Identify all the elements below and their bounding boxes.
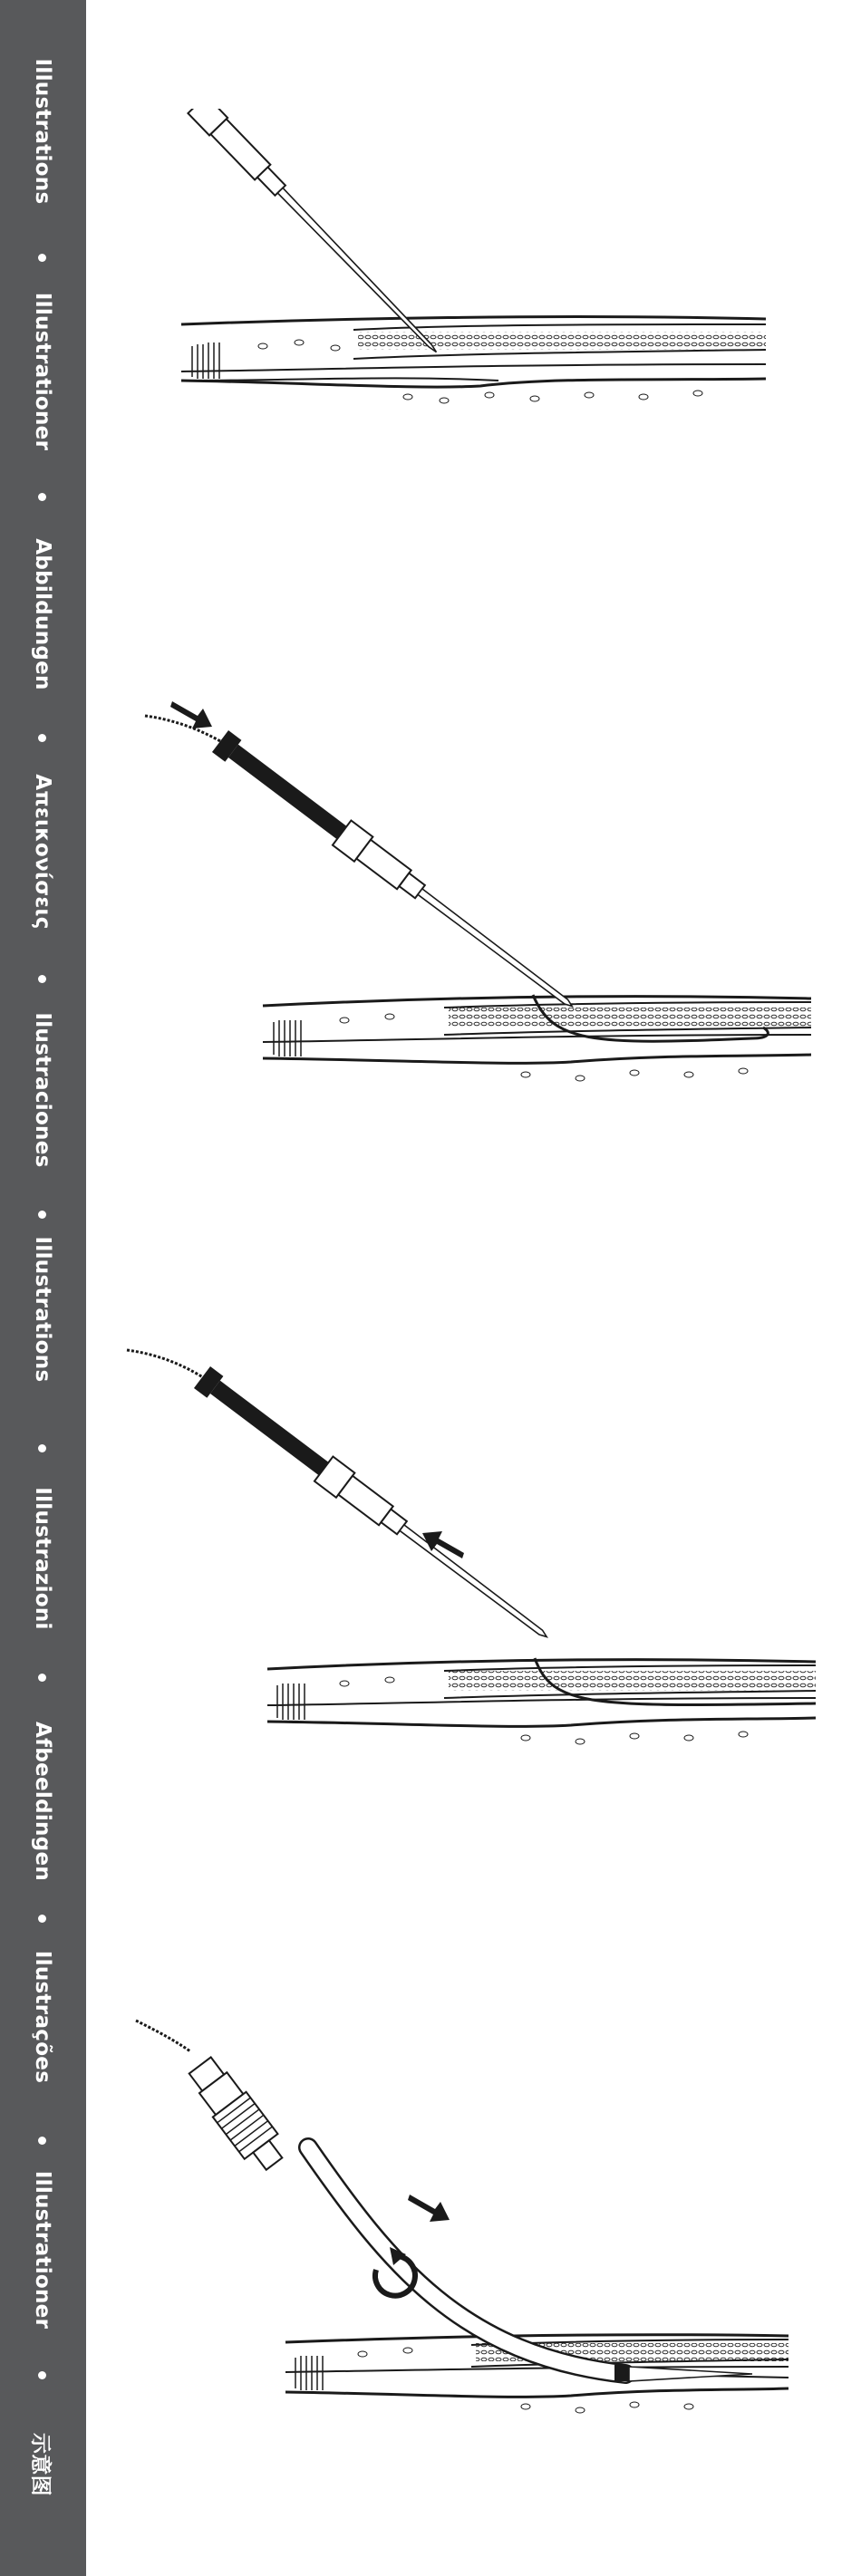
sidebar-separator bbox=[38, 1444, 46, 1452]
advancer-and-needle bbox=[211, 728, 582, 1018]
sidebar-separator bbox=[38, 254, 46, 262]
illustration-sheath-insertion bbox=[118, 1993, 843, 2428]
arrow-right-icon bbox=[170, 701, 212, 728]
hub bbox=[183, 2053, 291, 2176]
sidebar-separator bbox=[38, 2371, 46, 2379]
illustration-needle-withdrawal bbox=[118, 1341, 843, 1758]
arrow-down-right-icon bbox=[408, 2195, 450, 2222]
tissue-layers bbox=[181, 317, 766, 403]
illustration-guidewire-advance bbox=[118, 680, 843, 1096]
illustration-needle-insertion bbox=[118, 109, 843, 435]
sidebar-separator bbox=[38, 1915, 46, 1923]
sidebar-separator bbox=[38, 734, 46, 742]
sidebar-separator bbox=[38, 1211, 46, 1219]
sidebar-separator bbox=[38, 493, 46, 501]
sidebar-separator bbox=[38, 1674, 46, 1682]
sidebar-separator bbox=[38, 975, 46, 983]
sidebar-separator bbox=[38, 2137, 46, 2145]
advancer-and-needle bbox=[193, 1365, 556, 1649]
sidebar: Illustrations Illustrationer Abbildungen Απεικονίσεις Ilustraciones Illustrations Illustrazioni Afbeeldingen Ilustrações Illustrationer 示意图 bbox=[0, 0, 86, 2576]
